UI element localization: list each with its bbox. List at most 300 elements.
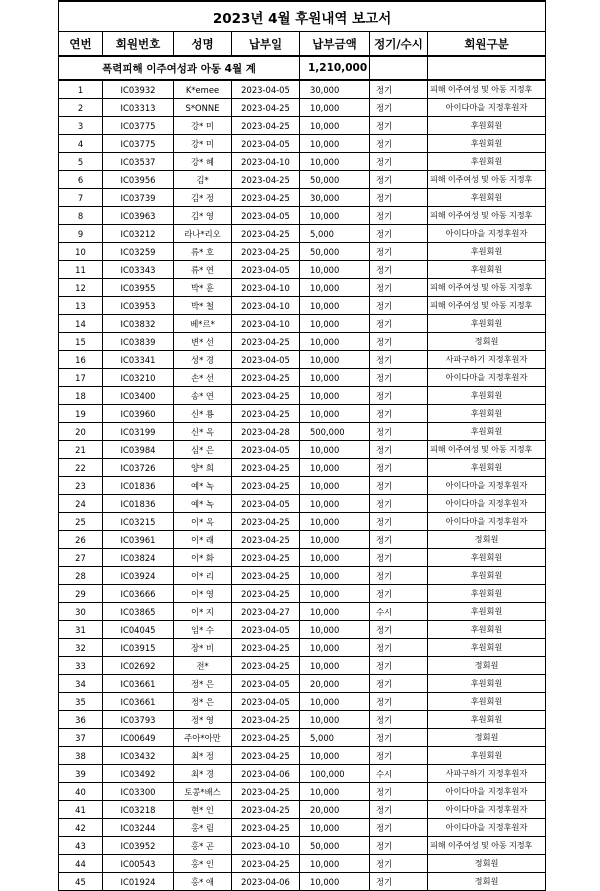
cell-category: 피해 이주여성 및 아동 지정후 [428, 837, 546, 855]
table-row [59, 351, 546, 369]
table-row [59, 549, 546, 567]
cell-category: 후원회원 [428, 567, 546, 585]
cell-category: 아이다마을 지정후원자 [428, 225, 546, 243]
cell-category: 정회원 [428, 333, 546, 351]
cell-index: 23 [59, 477, 103, 495]
cell-type: 정기 [370, 549, 428, 567]
cell-name: 홍* 애 [174, 873, 232, 891]
cell-name: 이* 래 [174, 531, 232, 549]
cell-name: 주아*아만 [174, 729, 232, 747]
table-row [59, 495, 546, 513]
cell-date: 2023-04-28 [232, 423, 300, 441]
cell-date: 2023-04-05 [232, 621, 300, 639]
cell-type: 정기 [370, 261, 428, 279]
cell-amount: 10,000 [300, 855, 370, 873]
cell-amount: 10,000 [300, 135, 370, 153]
cell-name: 토콩*배스 [174, 783, 232, 801]
cell-index: 29 [59, 585, 103, 603]
cell-member-id: IC03661 [103, 675, 174, 693]
cell-name: 김* 영 [174, 207, 232, 225]
cell-index: 19 [59, 405, 103, 423]
cell-amount: 10,000 [300, 783, 370, 801]
cell-index: 43 [59, 837, 103, 855]
cell-index: 39 [59, 765, 103, 783]
cell-date: 2023-04-25 [232, 855, 300, 873]
cell-amount: 10,000 [300, 693, 370, 711]
cell-index: 45 [59, 873, 103, 891]
cell-type: 정기 [370, 405, 428, 423]
table-row [59, 819, 546, 837]
cell-amount: 10,000 [300, 117, 370, 135]
cell-type: 정기 [370, 747, 428, 765]
table-row [59, 477, 546, 495]
cell-date: 2023-04-10 [232, 153, 300, 171]
cell-category: 피해 이주여성 및 아동 지정후 [428, 279, 546, 297]
cell-name: 박* 철 [174, 297, 232, 315]
cell-member-id: IC03955 [103, 279, 174, 297]
cell-date: 2023-04-25 [232, 513, 300, 531]
cell-amount: 10,000 [300, 261, 370, 279]
cell-index: 3 [59, 117, 103, 135]
table-row [59, 711, 546, 729]
cell-member-id: IC03212 [103, 225, 174, 243]
cell-member-id: IC03244 [103, 819, 174, 837]
cell-amount: 10,000 [300, 459, 370, 477]
cell-date: 2023-04-10 [232, 297, 300, 315]
cell-category: 정회원 [428, 873, 546, 891]
cell-name: 양* 희 [174, 459, 232, 477]
cell-amount: 10,000 [300, 495, 370, 513]
cell-amount: 50,000 [300, 171, 370, 189]
cell-name: 류* 호 [174, 243, 232, 261]
cell-member-id: IC03932 [103, 80, 174, 99]
cell-name: 이* 리 [174, 567, 232, 585]
cell-category: 피해 이주여성 및 아동 지정후 [428, 171, 546, 189]
cell-member-id: IC03259 [103, 243, 174, 261]
cell-date: 2023-04-25 [232, 387, 300, 405]
cell-date: 2023-04-25 [232, 531, 300, 549]
cell-category: 후원회원 [428, 621, 546, 639]
cell-name: 박* 훈 [174, 279, 232, 297]
cell-date: 2023-04-25 [232, 801, 300, 819]
cell-amount: 10,000 [300, 387, 370, 405]
cell-index: 6 [59, 171, 103, 189]
cell-name: 라나*리오 [174, 225, 232, 243]
cell-name: 이* 영 [174, 585, 232, 603]
cell-amount: 10,000 [300, 315, 370, 333]
cell-amount: 10,000 [300, 279, 370, 297]
cell-category: 사파구하기 지정후원자 [428, 765, 546, 783]
cell-type: 정기 [370, 711, 428, 729]
title-row [59, 1, 546, 32]
cell-member-id: IC03215 [103, 513, 174, 531]
cell-type: 정기 [370, 513, 428, 531]
cell-type: 정기 [370, 459, 428, 477]
cell-name: 이* 지 [174, 603, 232, 621]
cell-date: 2023-04-25 [232, 585, 300, 603]
cell-amount: 10,000 [300, 873, 370, 891]
table-row [59, 765, 546, 783]
cell-member-id: IC03865 [103, 603, 174, 621]
table-row [59, 747, 546, 765]
cell-amount: 10,000 [300, 99, 370, 117]
cell-index: 18 [59, 387, 103, 405]
cell-index: 37 [59, 729, 103, 747]
cell-amount: 10,000 [300, 369, 370, 387]
table-row [59, 693, 546, 711]
cell-member-id: IC00543 [103, 855, 174, 873]
cell-category: 후원회원 [428, 639, 546, 657]
cell-date: 2023-04-27 [232, 603, 300, 621]
cell-index: 38 [59, 747, 103, 765]
cell-name: 베*르* [174, 315, 232, 333]
table-row [59, 873, 546, 891]
cell-index: 7 [59, 189, 103, 207]
cell-member-id: IC03739 [103, 189, 174, 207]
table-row [59, 657, 546, 675]
cell-category: 후원회원 [428, 675, 546, 693]
table-row [59, 441, 546, 459]
cell-type: 정기 [370, 315, 428, 333]
table-row [59, 459, 546, 477]
cell-index: 13 [59, 297, 103, 315]
table-row [59, 621, 546, 639]
cell-name: 홍* 곤 [174, 837, 232, 855]
cell-member-id: IC03343 [103, 261, 174, 279]
cell-amount: 10,000 [300, 477, 370, 495]
cell-date: 2023-04-25 [232, 99, 300, 117]
cell-date: 2023-04-25 [232, 117, 300, 135]
cell-category: 후원회원 [428, 387, 546, 405]
table-row [59, 639, 546, 657]
cell-member-id: IC03775 [103, 117, 174, 135]
table-row [59, 423, 546, 441]
cell-member-id: IC01836 [103, 477, 174, 495]
cell-date: 2023-04-25 [232, 243, 300, 261]
cell-type: 정기 [370, 729, 428, 747]
cell-member-id: IC03793 [103, 711, 174, 729]
cell-category: 정회원 [428, 855, 546, 873]
cell-index: 36 [59, 711, 103, 729]
table-row [59, 99, 546, 117]
table-row [59, 80, 546, 99]
cell-amount: 30,000 [300, 189, 370, 207]
cell-amount: 10,000 [300, 621, 370, 639]
table-row [59, 387, 546, 405]
cell-category: 후원회원 [428, 603, 546, 621]
table-row [59, 207, 546, 225]
cell-date: 2023-04-25 [232, 711, 300, 729]
cell-category: 피해 이주여성 및 아동 지정후 [428, 80, 546, 99]
cell-name: 신* 룡 [174, 405, 232, 423]
cell-category: 후원회원 [428, 261, 546, 279]
cell-member-id: IC03661 [103, 693, 174, 711]
cell-member-id: IC03400 [103, 387, 174, 405]
table-row [59, 297, 546, 315]
cell-type: 정기 [370, 639, 428, 657]
cell-amount: 10,000 [300, 819, 370, 837]
cell-index: 22 [59, 459, 103, 477]
cell-type: 정기 [370, 873, 428, 891]
cell-index: 24 [59, 495, 103, 513]
cell-type: 정기 [370, 531, 428, 549]
cell-type: 정기 [370, 783, 428, 801]
cell-name: 심* 은 [174, 441, 232, 459]
summary-row [59, 56, 546, 80]
cell-date: 2023-04-05 [232, 495, 300, 513]
cell-name: 강* 미 [174, 117, 232, 135]
donation-table [58, 0, 546, 891]
cell-amount: 10,000 [300, 153, 370, 171]
cell-date: 2023-04-10 [232, 279, 300, 297]
cell-amount: 50,000 [300, 837, 370, 855]
cell-amount: 10,000 [300, 711, 370, 729]
cell-date: 2023-04-25 [232, 657, 300, 675]
cell-name: 정* 영 [174, 711, 232, 729]
cell-date: 2023-04-25 [232, 819, 300, 837]
cell-type: 정기 [370, 153, 428, 171]
table-row [59, 333, 546, 351]
table-row [59, 585, 546, 603]
cell-name: 장* 비 [174, 639, 232, 657]
cell-date: 2023-04-25 [232, 189, 300, 207]
cell-date: 2023-04-25 [232, 639, 300, 657]
cell-index: 8 [59, 207, 103, 225]
cell-date: 2023-04-10 [232, 837, 300, 855]
cell-date: 2023-04-06 [232, 765, 300, 783]
cell-category: 정회원 [428, 729, 546, 747]
cell-member-id: IC03300 [103, 783, 174, 801]
cell-category: 후원회원 [428, 747, 546, 765]
cell-name: 정* 은 [174, 693, 232, 711]
summary-total: 1,210,000 [300, 56, 370, 80]
cell-amount: 5,000 [300, 729, 370, 747]
cell-amount: 10,000 [300, 549, 370, 567]
cell-date: 2023-04-25 [232, 405, 300, 423]
cell-name: 최* 정 [174, 747, 232, 765]
col-header-name: 성명 [174, 32, 232, 57]
cell-index: 11 [59, 261, 103, 279]
cell-category: 정회원 [428, 657, 546, 675]
summary-empty-cell [370, 56, 428, 80]
cell-amount: 10,000 [300, 639, 370, 657]
cell-name: 임* 수 [174, 621, 232, 639]
cell-member-id: IC03775 [103, 135, 174, 153]
cell-name: K*emee [174, 80, 232, 99]
cell-name: 이* 옥 [174, 513, 232, 531]
cell-type: 정기 [370, 801, 428, 819]
cell-category: 아이다마을 지정후원자 [428, 513, 546, 531]
cell-amount: 10,000 [300, 531, 370, 549]
cell-amount: 10,000 [300, 603, 370, 621]
table-row [59, 153, 546, 171]
cell-date: 2023-04-05 [232, 261, 300, 279]
cell-name: 김* 정 [174, 189, 232, 207]
cell-index: 40 [59, 783, 103, 801]
cell-date: 2023-04-06 [232, 873, 300, 891]
cell-amount: 20,000 [300, 675, 370, 693]
cell-type: 정기 [370, 387, 428, 405]
cell-amount: 10,000 [300, 747, 370, 765]
col-header-type: 정기/수시 [370, 32, 428, 57]
cell-type: 정기 [370, 351, 428, 369]
cell-type: 정기 [370, 117, 428, 135]
cell-index: 44 [59, 855, 103, 873]
col-header-member-id: 회원번호 [103, 32, 174, 57]
cell-index: 5 [59, 153, 103, 171]
table-row [59, 567, 546, 585]
cell-date: 2023-04-25 [232, 477, 300, 495]
table-row [59, 135, 546, 153]
cell-category: 후원회원 [428, 549, 546, 567]
cell-type: 정기 [370, 693, 428, 711]
cell-category: 아이다마을 지정후원자 [428, 369, 546, 387]
cell-member-id: IC03963 [103, 207, 174, 225]
cell-amount: 10,000 [300, 441, 370, 459]
cell-amount: 10,000 [300, 657, 370, 675]
table-row [59, 189, 546, 207]
cell-category: 후원회원 [428, 153, 546, 171]
cell-category: 아이다마을 지정후원자 [428, 495, 546, 513]
cell-index: 41 [59, 801, 103, 819]
cell-type: 정기 [370, 279, 428, 297]
cell-category: 후원회원 [428, 405, 546, 423]
cell-date: 2023-04-25 [232, 225, 300, 243]
cell-member-id: IC03218 [103, 801, 174, 819]
cell-member-id: IC01924 [103, 873, 174, 891]
cell-amount: 10,000 [300, 567, 370, 585]
cell-category: 아이다마을 지정후원자 [428, 819, 546, 837]
cell-name: 예* 녹 [174, 477, 232, 495]
cell-member-id: IC03726 [103, 459, 174, 477]
cell-index: 27 [59, 549, 103, 567]
cell-category: 후원회원 [428, 693, 546, 711]
cell-index: 17 [59, 369, 103, 387]
cell-type: 정기 [370, 567, 428, 585]
cell-type: 정기 [370, 657, 428, 675]
table-row [59, 603, 546, 621]
col-header-amount: 납부금액 [300, 32, 370, 57]
cell-member-id: IC02692 [103, 657, 174, 675]
cell-category: 정회원 [428, 531, 546, 549]
cell-type: 수시 [370, 765, 428, 783]
cell-date: 2023-04-25 [232, 459, 300, 477]
cell-date: 2023-04-25 [232, 333, 300, 351]
cell-member-id: IC03924 [103, 567, 174, 585]
cell-index: 12 [59, 279, 103, 297]
cell-member-id: IC03839 [103, 333, 174, 351]
cell-index: 32 [59, 639, 103, 657]
cell-name: 최* 경 [174, 765, 232, 783]
cell-name: 홍* 림 [174, 819, 232, 837]
cell-type: 정기 [370, 80, 428, 99]
cell-index: 25 [59, 513, 103, 531]
cell-amount: 500,000 [300, 423, 370, 441]
cell-type: 정기 [370, 243, 428, 261]
table-row [59, 531, 546, 549]
cell-index: 15 [59, 333, 103, 351]
table-row [59, 243, 546, 261]
cell-name: 홍* 인 [174, 855, 232, 873]
col-header-category: 회원구분 [428, 32, 546, 57]
cell-name: 정* 은 [174, 675, 232, 693]
cell-type: 정기 [370, 135, 428, 153]
cell-category: 후원회원 [428, 135, 546, 153]
cell-member-id: IC00649 [103, 729, 174, 747]
cell-category: 후원회원 [428, 711, 546, 729]
cell-name: 송* 연 [174, 387, 232, 405]
cell-amount: 10,000 [300, 513, 370, 531]
cell-member-id: IC03666 [103, 585, 174, 603]
cell-category: 후원회원 [428, 315, 546, 333]
header-row [59, 32, 546, 57]
cell-name: 이* 화 [174, 549, 232, 567]
cell-index: 2 [59, 99, 103, 117]
cell-name: 강* 혜 [174, 153, 232, 171]
cell-type: 정기 [370, 441, 428, 459]
cell-type: 정기 [370, 837, 428, 855]
cell-category: 후원회원 [428, 459, 546, 477]
cell-category: 사파구하기 지정후원자 [428, 351, 546, 369]
cell-name: 강* 미 [174, 135, 232, 153]
cell-member-id: IC03210 [103, 369, 174, 387]
cell-member-id: IC03984 [103, 441, 174, 459]
cell-name: 현* 인 [174, 801, 232, 819]
cell-date: 2023-04-05 [232, 441, 300, 459]
cell-type: 수시 [370, 603, 428, 621]
cell-date: 2023-04-25 [232, 783, 300, 801]
cell-type: 정기 [370, 621, 428, 639]
cell-member-id: IC03953 [103, 297, 174, 315]
cell-category: 피해 이주여성 및 아동 지정후 [428, 297, 546, 315]
table-row [59, 171, 546, 189]
cell-index: 28 [59, 567, 103, 585]
cell-type: 정기 [370, 855, 428, 873]
cell-date: 2023-04-25 [232, 729, 300, 747]
cell-index: 21 [59, 441, 103, 459]
page-title: 2023년 4월 후원내역 보고서 [59, 1, 546, 32]
cell-amount: 10,000 [300, 207, 370, 225]
cell-amount: 10,000 [300, 351, 370, 369]
cell-type: 정기 [370, 225, 428, 243]
cell-member-id: IC03915 [103, 639, 174, 657]
col-header-date: 납부일 [232, 32, 300, 57]
cell-index: 14 [59, 315, 103, 333]
cell-amount: 30,000 [300, 80, 370, 99]
cell-date: 2023-04-05 [232, 80, 300, 99]
cell-amount: 100,000 [300, 765, 370, 783]
cell-name: 예* 녹 [174, 495, 232, 513]
table-row [59, 783, 546, 801]
table-row [59, 513, 546, 531]
cell-date: 2023-04-05 [232, 351, 300, 369]
cell-name: 변* 선 [174, 333, 232, 351]
cell-type: 정기 [370, 189, 428, 207]
cell-name: 김* [174, 171, 232, 189]
cell-date: 2023-04-10 [232, 315, 300, 333]
summary-empty-cell [428, 56, 546, 80]
cell-name: 전* [174, 657, 232, 675]
cell-amount: 10,000 [300, 585, 370, 603]
cell-date: 2023-04-25 [232, 549, 300, 567]
cell-index: 42 [59, 819, 103, 837]
cell-category: 피해 이주여성 및 아동 지정후 [428, 441, 546, 459]
cell-type: 정기 [370, 477, 428, 495]
cell-name: S*ONNE [174, 99, 232, 117]
cell-date: 2023-04-25 [232, 171, 300, 189]
table-row [59, 405, 546, 423]
cell-index: 26 [59, 531, 103, 549]
